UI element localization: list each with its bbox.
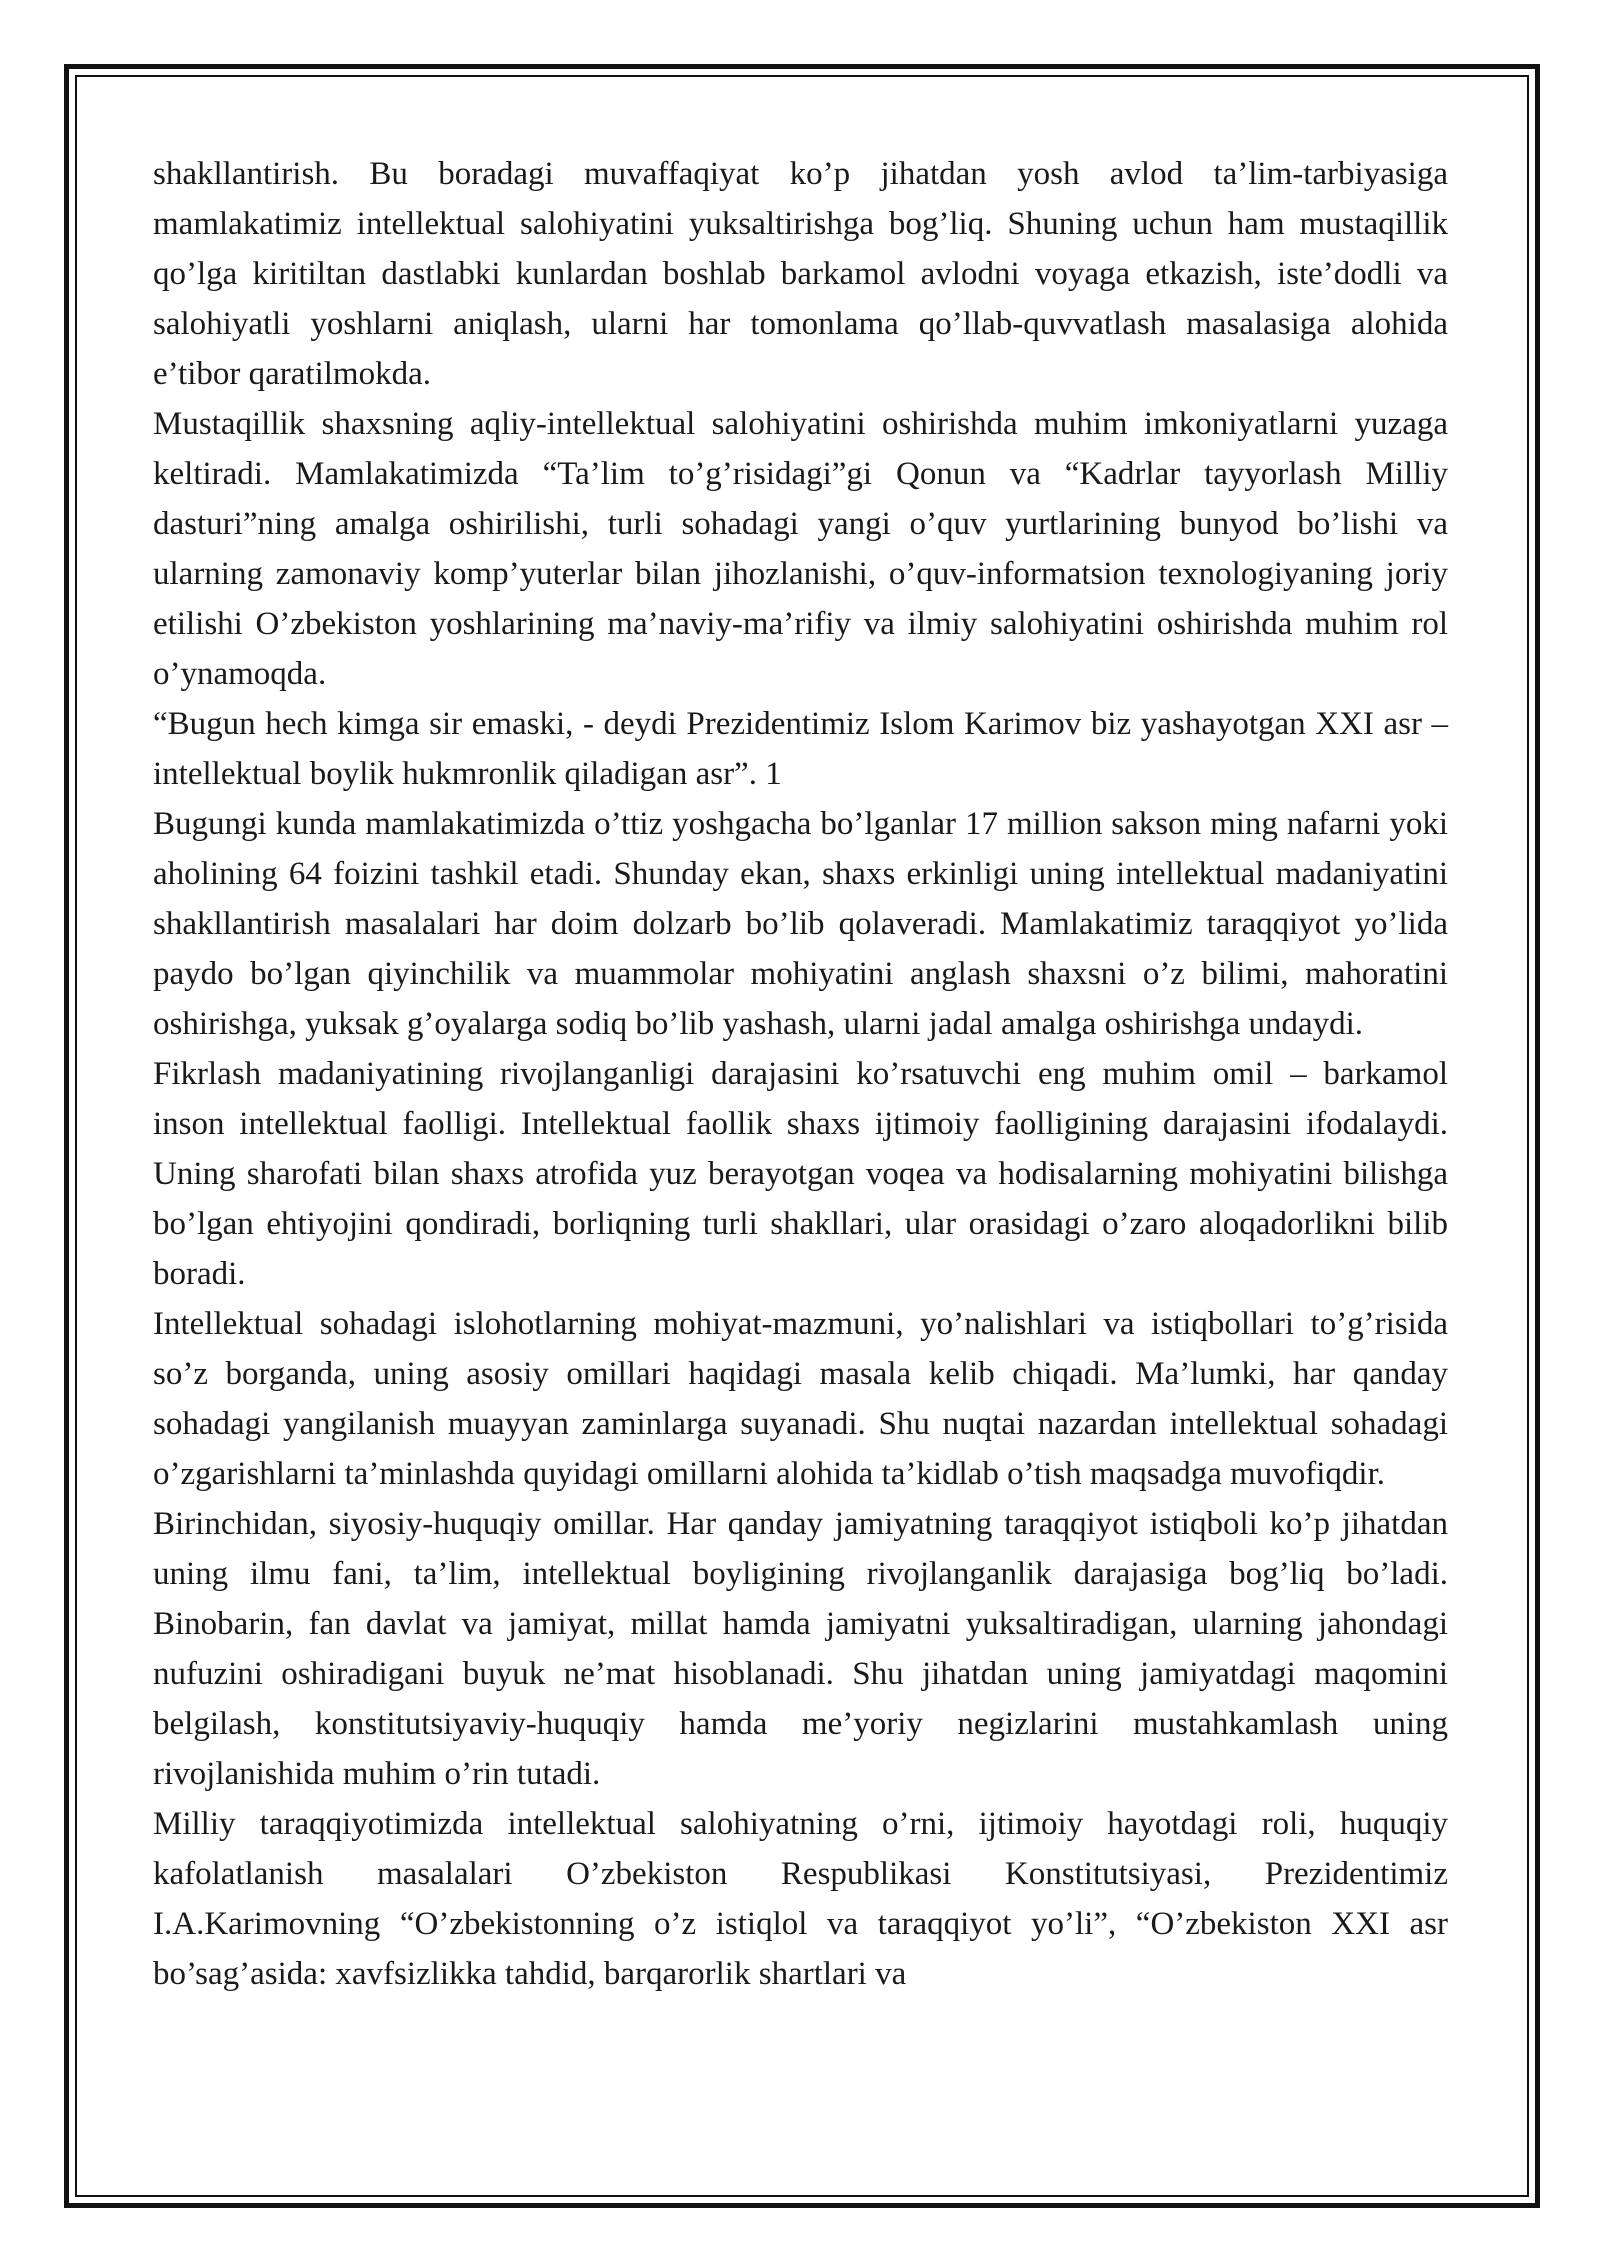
- paragraph-5: Fikrlash madaniyatining rivojlanganligi darajasini ko’rsatuvchi eng muhim omil – barkamol inson intellektual faolligi. Intellektual faollik shaxs ijtimoiy faolligining darajasini ifodalaydi. Uning sharofati bilan shaxs atrofida yuz berayotgan voqea va hodisalarning mohiyatini bilishga bo’lgan ehtiyojini qondiradi, borliqning turli shakllari, ular orasidagi o’zaro aloqadorlikni bilib boradi.: [153, 1056, 1448, 1292]
- paragraph-1: shakllantirish. Bu boradagi muvaffaqiyat ko’p jihatdan yosh avlod ta’lim-tarbiyasiga mamlakatimiz intellektual salohiyatini yuksaltirishga bog’liq. Shuning uchun ham mustaqillik qo’lga kiritiltan dastlabki kunlardan boshlab barkamol avlodni voyaga etkazish, iste’dodli va salohiyatli yoshlarni aniqlash, ularni har tomonlama qo’llab-quvvatlash masalasiga alohida e’tibor qaratilmokda.: [153, 156, 1448, 392]
- paragraph-6: Intellektual sohadagi islohotlarning mohiyat-mazmuni, yo’nalishlari va istiqbollari to’g’risida so’z borganda, uning asosiy omillari haqidagi masala kelib chiqadi. Ma’lumki, har qanday sohadagi yangilanish muayyan zaminlarga suyanadi. Shu nuqtai nazardan intellektual sohadagi o’zgarishlarni ta’minlashda quyidagi omillarni alohida ta’kidlab o’tish maqsadga muvofiqdir.: [153, 1306, 1448, 1492]
- paragraph-3: “Bugun hech kimga sir emaski, - deydi Prezidentimiz Islom Karimov biz yashayotgan XXI asr – intellektual boylik hukmronlik qiladigan asr”. 1: [153, 706, 1448, 792]
- paragraph-8: Milliy taraqqiyotimizda intellektual salohiyatning o’rni, ijtimoiy hayotdagi roli, huquqiy kafolatlanish masalalari O’zbekiston Respublikasi Konstitutsiyasi, Prezidentimiz I.A.Karimovning “O’zbekistonning o’z istiqlol va taraqqiyot yo’li”, “O’zbekiston XXI asr bo’sag’asida: xavfsizlikka tahdid, barqarorlik shartlari va: [153, 1806, 1448, 1992]
- paragraph-2: Mustaqillik shaxsning aqliy-intellektual salohiyatini oshirishda muhim imkoniyatlarni yuzaga keltiradi. Mamlakatimizda “Ta’lim to’g’risidagi”gi Qonun va “Kadrlar tayyorlash Milliy dasturi”ning amalga oshirilishi, turli sohadagi yangi o’quv yurtlarining bunyod bo’lishi va ularning zamonaviy komp’yuterlar bilan jihozlanishi, o’quv-informatsion texnologiyaning joriy etilishi O’zbekiston yoshlarining ma’naviy-ma’rifiy va ilmiy salohiyatini oshirishda muhim rol o’ynamoqda.: [153, 406, 1448, 692]
- document-body: [153, 149, 1448, 1999]
- paragraph-7: Birinchidan, siyosiy-huquqiy omillar. Har qanday jamiyatning taraqqiyot istiqboli ko’p jihatdan uning ilmu fani, ta’lim, intellektual boyligining rivojlanganlik darajasiga bog’liq bo’ladi. Binobarin, fan davlat va jamiyat, millat hamda jamiyatni yuksaltiradigan, ularning jahondagi nufuzini oshiradigani buyuk ne’mat hisoblanadi. Shu jihatdan uning jamiyatdagi maqomini belgilash, konstitutsiyaviy-huquqiy hamda me’yoriy negizlarini mustahkamlash uning rivojlanishida muhim o’rin tutadi.: [153, 1506, 1448, 1792]
- paragraph-4: Bugungi kunda mamlakatimizda o’ttiz yoshgacha bo’lganlar 17 million sakson ming nafarni yoki aholining 64 foizini tashkil etadi. Shunday ekan, shaxs erkinligi uning intellektual madaniyatini shakllantirish masalalari har doim dolzarb bo’lib qolaveradi. Mamlakatimiz taraqqiyot yo’lida paydo bo’lgan qiyinchilik va muammolar mohiyatini anglash shaxsni o’z bilimi, mahoratini oshirishga, yuksak g’oyalarga sodiq bo’lib yashash, ularni jadal amalga oshirishga undaydi.: [153, 806, 1448, 1042]
